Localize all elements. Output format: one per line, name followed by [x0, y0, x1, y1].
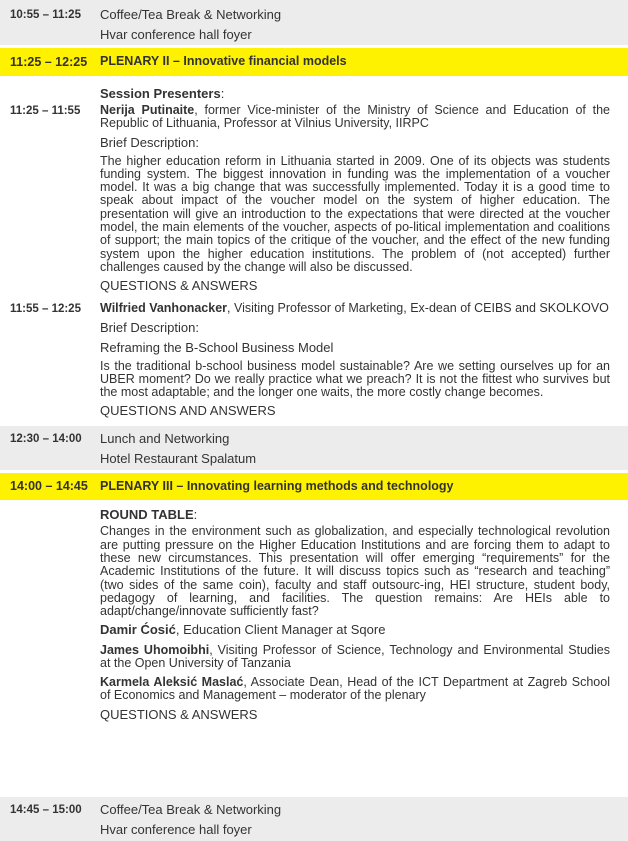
time-slot: 10:55 – 11:25	[10, 9, 81, 21]
presenter-name: Nerija Putinaite	[100, 103, 195, 117]
time-slot: 11:25 – 11:55	[10, 105, 81, 117]
panelist-name: James Uhomoibhi	[100, 642, 210, 657]
plenary-title: PLENARY III – Innovating learning methods and technology	[100, 479, 454, 494]
panelist	[100, 676, 610, 703]
lunch-location: Hotel Restaurant Spalatum	[100, 451, 257, 467]
talk-row	[0, 302, 628, 421]
break-row	[0, 0, 628, 45]
brief-description-label: Brief Description:	[100, 134, 199, 150]
panelist-name: Karmela Aleksić Maslać	[100, 675, 244, 690]
break-location: Hvar conference hall foyer	[100, 822, 252, 837]
plenary-title: PLENARY II – Innovative financial models	[100, 54, 347, 68]
talk-subtitle: Reframing the B-School Business Model	[100, 339, 334, 355]
panelist-name: Damir Ćosić	[100, 621, 176, 637]
panelist-affiliation: , Associate Dean, Head of the ICT Department at Zagreb School of Economics and Management – moderator of the plenary	[100, 675, 610, 703]
talk-description: The higher education reform in Lithuania started in 2009. One of its objects was students funding system. The biggest innovation in funding was the implementation of a voucher model. It was a big change that was successfully implemented. Today it is a good time to speak about impact of the voucher model on the system of higher education. The presentation will give an introduction to the expectations that were directed at the voucher model, the main elements of the voucher, aspects of po-litical implementation and coalitions of support; the main topics of the critique of the voucher, and the effect of the new funding system upon the higher education institutions. The problem of (not accepted) further challenges caused by the change will also be discussed.	[100, 153, 610, 274]
round-table-label: ROUND TABLE	[100, 507, 194, 523]
questions-answers: QUESTIONS & ANSWERS	[100, 278, 258, 294]
lunch-row	[0, 424, 628, 470]
questions-answers: QUESTIONS & ANSWERS	[100, 706, 258, 722]
time-slot: 11:55 – 12:25	[10, 303, 81, 316]
time-slot: 14:45 – 15:00	[10, 804, 82, 816]
plenary-row	[0, 473, 628, 500]
time-slot: 14:00 – 14:45	[10, 479, 88, 494]
lunch-title: Lunch and Networking	[100, 431, 230, 447]
plenary-row	[0, 48, 628, 76]
panelist	[100, 644, 610, 671]
questions-answers: QUESTIONS AND ANSWERS	[100, 403, 276, 419]
panelist	[100, 620, 610, 640]
talk-description: Is the traditional b-school business model sustainable? Are we setting ourselves up for an UBER moment? Do we really practice what we preach? It is not the fittest who survives but the most adaptable; and the longer one waits, the more costly change becomes.	[100, 358, 610, 400]
panelist-affiliation: , Visiting Professor of Science, Technology and Environmental Studies at the Open University of Tanzania	[100, 642, 610, 670]
break-location: Hvar conference hall foyer	[100, 27, 252, 42]
talk-row	[0, 104, 628, 296]
presenter-affiliation: , former Vice-minister of the Ministry of Science and Education of the Republic of Lithuania, Professor at Vilnius University, IIRPC	[100, 103, 610, 131]
presenter-affiliation: , Visiting Professor of Marketing, Ex-dean of CEIBS and SKOLKOVO	[227, 301, 609, 316]
break-row	[0, 795, 628, 841]
break-title: Coffee/Tea Break & Networking	[100, 802, 282, 817]
session-presenters-label: Session Presenters	[100, 86, 221, 101]
break-title: Coffee/Tea Break & Networking	[100, 7, 282, 22]
roundtable-description: Changes in the environment such as globalization, and especially technological revolution are putting pressure on the Higher Education Institutions and are forcing them to adapt to these new circumstances. This presentation will offer emerging “requirements” for the Academic Institutions of the future. It will discuss topics such as “research and teaching” (two sides of the same coin), faculty and staff outsourc-ing, HEI structure, student body, pedagogy of learning, and facilities. The question remains: Are HEIs able to adapt/change/innovate sufficiently fast?	[100, 524, 610, 619]
time-slot: 12:30 – 14:00	[10, 433, 82, 446]
brief-description-label: Brief Description:	[100, 319, 199, 335]
panelist-affiliation: , Education Client Manager at Sqore	[175, 621, 386, 637]
time-slot: 11:25 – 12:25	[10, 55, 88, 69]
roundtable-block: ROUND TABLE: Changes in the environment such as globalization, and especially technological revolution are putting pressure on the Higher Education Institutions and are forcing them to adapt to these new circumstances. This presentation will offer emerging “requirements” for the Academic Institutions of the future. It will discuss topics such as “research and teaching” (two sides of the same coin), faculty and staff outsourc-ing, HEI structure, student body, pedagogy of learning, and facilities. The question remains: Are HEIs able to adapt/change/innovate sufficiently fast? Damir Ćosić, Education Client Manager at Sqore James Uhomoibhi, Visiting Professor of Science, Technology and Environmental Studies at the Open University of Tanzania Karmela Aleksić Maslać, Associate Dean, Head of the ICT Department at Zagreb School of Economics and Management – moderator of the plenary QUESTIONS & ANSWERS	[0, 500, 628, 724]
presenter-name: Wilfried Vanhonacker	[100, 301, 228, 316]
session-block: Session Presenters:	[100, 86, 225, 101]
